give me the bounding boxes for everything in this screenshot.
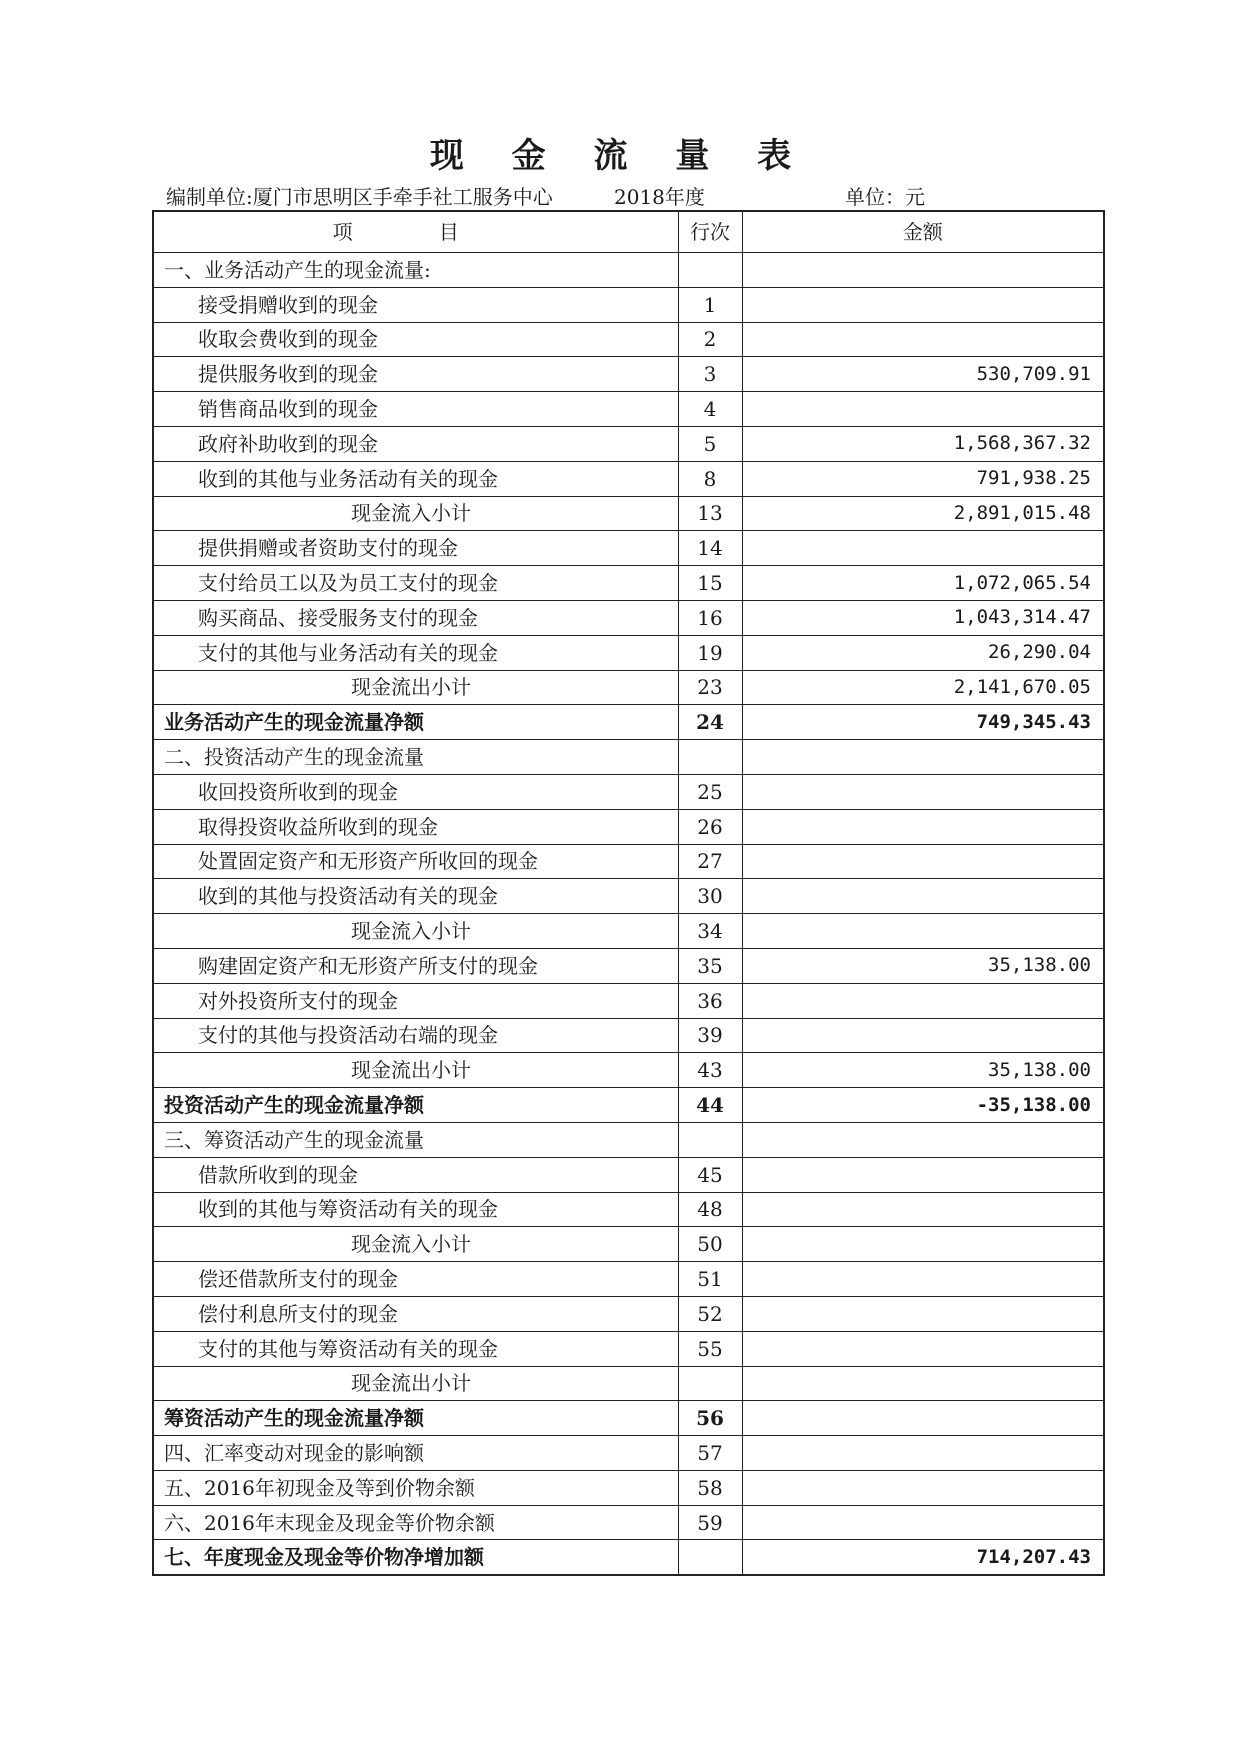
column-header-amount: 金额 bbox=[742, 211, 1104, 253]
row-line-number bbox=[678, 740, 742, 775]
table-row bbox=[153, 1436, 1104, 1471]
row-line-number: 48 bbox=[678, 1192, 742, 1227]
row-item-label: 对外投资所支付的现金 bbox=[153, 983, 678, 1018]
row-amount bbox=[742, 1192, 1104, 1227]
row-amount bbox=[742, 1331, 1104, 1366]
row-amount bbox=[742, 1470, 1104, 1505]
table-row bbox=[153, 1401, 1104, 1436]
row-line-number: 27 bbox=[678, 844, 742, 879]
row-item-label: 收取会费收到的现金 bbox=[153, 322, 678, 357]
table-row bbox=[153, 635, 1104, 670]
row-amount bbox=[742, 392, 1104, 427]
row-item-label: 现金流出小计 bbox=[153, 670, 678, 705]
table-row bbox=[153, 1470, 1104, 1505]
row-item-label: 收到的其他与筹资活动有关的现金 bbox=[153, 1192, 678, 1227]
row-amount: 1,043,314.47 bbox=[742, 600, 1104, 635]
table-row bbox=[153, 740, 1104, 775]
column-header-item: 项 目 bbox=[153, 211, 678, 253]
row-item-label: 现金流出小计 bbox=[153, 1366, 678, 1401]
row-line-number: 35 bbox=[678, 948, 742, 983]
row-item-label: 六、2016年末现金及现金等价物余额 bbox=[153, 1505, 678, 1540]
row-line-number: 57 bbox=[678, 1436, 742, 1471]
row-amount: 35,138.00 bbox=[742, 948, 1104, 983]
row-amount bbox=[742, 1401, 1104, 1436]
table-row bbox=[153, 1262, 1104, 1297]
row-amount bbox=[742, 1436, 1104, 1471]
table-row bbox=[153, 983, 1104, 1018]
table-row bbox=[153, 392, 1104, 427]
table-row bbox=[153, 705, 1104, 740]
row-line-number: 51 bbox=[678, 1262, 742, 1297]
row-line-number: 26 bbox=[678, 809, 742, 844]
row-amount: 2,891,015.48 bbox=[742, 496, 1104, 531]
row-line-number: 1 bbox=[678, 287, 742, 322]
table-row bbox=[153, 357, 1104, 392]
table-row bbox=[153, 287, 1104, 322]
row-item-label: 借款所收到的现金 bbox=[153, 1157, 678, 1192]
row-item-label: 接受捐赠收到的现金 bbox=[153, 287, 678, 322]
table-header-row bbox=[153, 211, 1104, 253]
table-row bbox=[153, 566, 1104, 601]
table-row bbox=[153, 670, 1104, 705]
row-item-label: 业务活动产生的现金流量净额 bbox=[153, 705, 678, 740]
table-row bbox=[153, 1192, 1104, 1227]
row-amount bbox=[742, 1366, 1104, 1401]
row-line-number: 8 bbox=[678, 461, 742, 496]
row-item-label: 现金流出小计 bbox=[153, 1053, 678, 1088]
row-amount: 749,345.43 bbox=[742, 705, 1104, 740]
row-amount: 1,568,367.32 bbox=[742, 426, 1104, 461]
row-line-number bbox=[678, 1540, 742, 1575]
row-item-label: 支付的其他与投资活动右端的现金 bbox=[153, 1018, 678, 1053]
row-item-label: 现金流入小计 bbox=[153, 496, 678, 531]
row-line-number bbox=[678, 253, 742, 288]
row-item-label: 偿付利息所支付的现金 bbox=[153, 1296, 678, 1331]
row-line-number: 58 bbox=[678, 1470, 742, 1505]
row-amount bbox=[742, 1505, 1104, 1540]
table-row bbox=[153, 1540, 1104, 1575]
row-amount bbox=[742, 1296, 1104, 1331]
row-amount: 35,138.00 bbox=[742, 1053, 1104, 1088]
row-line-number: 36 bbox=[678, 983, 742, 1018]
row-amount: 530,709.91 bbox=[742, 357, 1104, 392]
row-item-label: 五、2016年初现金及等到价物余额 bbox=[153, 1470, 678, 1505]
row-item-label: 收回投资所收到的现金 bbox=[153, 774, 678, 809]
row-line-number: 2 bbox=[678, 322, 742, 357]
row-amount bbox=[742, 1262, 1104, 1297]
table-body bbox=[153, 253, 1104, 1576]
row-line-number bbox=[678, 1122, 742, 1157]
row-item-label: 投资活动产生的现金流量净额 bbox=[153, 1088, 678, 1123]
row-item-label: 现金流入小计 bbox=[153, 914, 678, 949]
row-item-label: 收到的其他与业务活动有关的现金 bbox=[153, 461, 678, 496]
row-amount bbox=[742, 983, 1104, 1018]
row-line-number: 52 bbox=[678, 1296, 742, 1331]
row-amount bbox=[742, 1227, 1104, 1262]
table-row bbox=[153, 531, 1104, 566]
row-line-number bbox=[678, 1366, 742, 1401]
table-row bbox=[153, 948, 1104, 983]
row-item-label: 筹资活动产生的现金流量净额 bbox=[153, 1401, 678, 1436]
table-row bbox=[153, 600, 1104, 635]
row-item-label: 偿还借款所支付的现金 bbox=[153, 1262, 678, 1297]
row-amount bbox=[742, 531, 1104, 566]
row-amount bbox=[742, 774, 1104, 809]
row-line-number: 34 bbox=[678, 914, 742, 949]
row-item-label: 支付的其他与筹资活动有关的现金 bbox=[153, 1331, 678, 1366]
row-line-number: 5 bbox=[678, 426, 742, 461]
row-item-label: 处置固定资产和无形资产所收回的现金 bbox=[153, 844, 678, 879]
row-line-number: 16 bbox=[678, 600, 742, 635]
table-row bbox=[153, 914, 1104, 949]
table-row bbox=[153, 1227, 1104, 1262]
table-row bbox=[153, 879, 1104, 914]
table-row bbox=[153, 1018, 1104, 1053]
table-row bbox=[153, 1157, 1104, 1192]
row-line-number: 15 bbox=[678, 566, 742, 601]
row-item-label: 七、年度现金及现金等价物净增加额 bbox=[153, 1540, 678, 1575]
prepared-by: 编制单位:厦门市思明区手牵手社工服务中心 bbox=[166, 185, 553, 209]
row-line-number: 39 bbox=[678, 1018, 742, 1053]
row-amount: -35,138.00 bbox=[742, 1088, 1104, 1123]
row-line-number: 50 bbox=[678, 1227, 742, 1262]
row-item-label: 一、业务活动产生的现金流量: bbox=[153, 253, 678, 288]
row-line-number: 19 bbox=[678, 635, 742, 670]
row-amount bbox=[742, 740, 1104, 775]
table-row bbox=[153, 426, 1104, 461]
row-item-label: 提供服务收到的现金 bbox=[153, 357, 678, 392]
cash-flow-table bbox=[152, 210, 1105, 1576]
row-amount: 2,141,670.05 bbox=[742, 670, 1104, 705]
document-title: 现 金 流 量 表 bbox=[429, 136, 810, 176]
row-item-label: 支付给员工以及为员工支付的现金 bbox=[153, 566, 678, 601]
table-row bbox=[153, 322, 1104, 357]
fiscal-year: 2018年度 bbox=[614, 185, 705, 209]
table-row bbox=[153, 1122, 1104, 1157]
row-line-number: 44 bbox=[678, 1088, 742, 1123]
row-line-number: 4 bbox=[678, 392, 742, 427]
row-item-label: 支付的其他与业务活动有关的现金 bbox=[153, 635, 678, 670]
row-item-label: 四、汇率变动对现金的影响额 bbox=[153, 1436, 678, 1471]
table-row bbox=[153, 1366, 1104, 1401]
row-line-number: 14 bbox=[678, 531, 742, 566]
row-amount bbox=[742, 287, 1104, 322]
row-item-label: 取得投资收益所收到的现金 bbox=[153, 809, 678, 844]
table-row bbox=[153, 461, 1104, 496]
row-line-number: 13 bbox=[678, 496, 742, 531]
row-amount: 1,072,065.54 bbox=[742, 566, 1104, 601]
table-row bbox=[153, 1088, 1104, 1123]
row-item-label: 二、投资活动产生的现金流量 bbox=[153, 740, 678, 775]
table-row bbox=[153, 1331, 1104, 1366]
row-line-number: 25 bbox=[678, 774, 742, 809]
row-item-label: 收到的其他与投资活动有关的现金 bbox=[153, 879, 678, 914]
table-row bbox=[153, 496, 1104, 531]
table-row bbox=[153, 809, 1104, 844]
row-amount bbox=[742, 879, 1104, 914]
row-line-number: 43 bbox=[678, 1053, 742, 1088]
row-amount bbox=[742, 1018, 1104, 1053]
row-item-label: 购买商品、接受服务支付的现金 bbox=[153, 600, 678, 635]
column-header-line: 行次 bbox=[678, 211, 742, 253]
row-amount bbox=[742, 914, 1104, 949]
row-amount bbox=[742, 1157, 1104, 1192]
table-row bbox=[153, 1053, 1104, 1088]
row-line-number: 56 bbox=[678, 1401, 742, 1436]
row-item-label: 现金流入小计 bbox=[153, 1227, 678, 1262]
row-amount bbox=[742, 809, 1104, 844]
row-item-label: 销售商品收到的现金 bbox=[153, 392, 678, 427]
row-amount: 791,938.25 bbox=[742, 461, 1104, 496]
row-line-number: 30 bbox=[678, 879, 742, 914]
row-item-label: 三、筹资活动产生的现金流量 bbox=[153, 1122, 678, 1157]
table-row bbox=[153, 774, 1104, 809]
table-row bbox=[153, 1296, 1104, 1331]
row-item-label: 购建固定资产和无形资产所支付的现金 bbox=[153, 948, 678, 983]
row-amount bbox=[742, 253, 1104, 288]
row-amount bbox=[742, 1122, 1104, 1157]
row-amount bbox=[742, 844, 1104, 879]
row-amount: 714,207.43 bbox=[742, 1540, 1104, 1575]
row-line-number: 45 bbox=[678, 1157, 742, 1192]
row-line-number: 59 bbox=[678, 1505, 742, 1540]
row-line-number: 24 bbox=[678, 705, 742, 740]
row-line-number: 55 bbox=[678, 1331, 742, 1366]
row-line-number: 23 bbox=[678, 670, 742, 705]
row-amount bbox=[742, 322, 1104, 357]
table-row bbox=[153, 253, 1104, 288]
table-row bbox=[153, 1505, 1104, 1540]
row-amount: 26,290.04 bbox=[742, 635, 1104, 670]
row-item-label: 政府补助收到的现金 bbox=[153, 426, 678, 461]
row-item-label: 提供捐赠或者资助支付的现金 bbox=[153, 531, 678, 566]
table-row bbox=[153, 844, 1104, 879]
row-line-number: 3 bbox=[678, 357, 742, 392]
currency-unit: 单位：元 bbox=[845, 185, 925, 209]
